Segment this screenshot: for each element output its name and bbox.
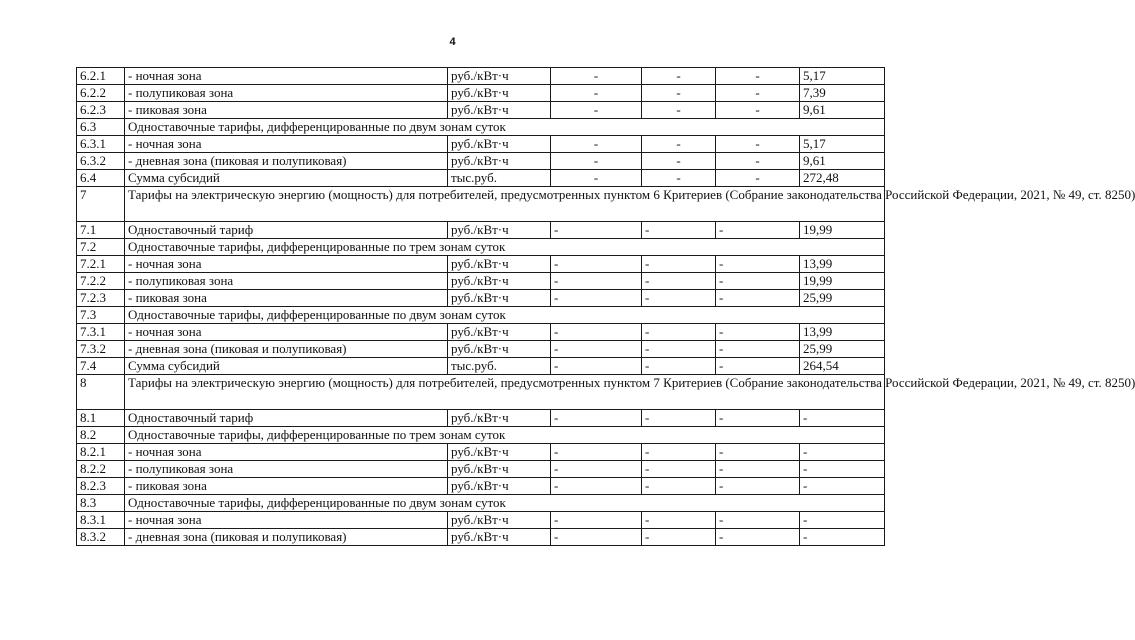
table-row [77, 478, 885, 495]
row-name: - полупиковая зона [125, 85, 448, 102]
row-value-2: - [642, 222, 716, 239]
row-value-1: - [551, 529, 642, 546]
row-value-3: - [716, 341, 800, 358]
row-name: - пиковая зона [125, 102, 448, 119]
row-value-4: - [800, 512, 885, 529]
heading-number: 7 [77, 187, 125, 222]
row-value-3: - [716, 461, 800, 478]
row-value-3: - [716, 324, 800, 341]
row-value-4: 9,61 [800, 153, 885, 170]
section-number: 7.3 [77, 307, 125, 324]
row-name: - пиковая зона [125, 478, 448, 495]
row-unit: руб./кВт·ч [448, 478, 551, 495]
row-value-2: - [642, 102, 716, 119]
row-value-2: - [642, 324, 716, 341]
row-value-4: 25,99 [800, 341, 885, 358]
row-name: - дневная зона (пиковая и полупиковая) [125, 341, 448, 358]
table-row [77, 170, 885, 187]
table-row [77, 222, 885, 239]
row-value-1: - [551, 85, 642, 102]
row-value-1: - [551, 153, 642, 170]
row-unit: руб./кВт·ч [448, 529, 551, 546]
row-value-3: - [716, 410, 800, 427]
row-value-2: - [642, 153, 716, 170]
row-number: 6.3.2 [77, 153, 125, 170]
row-unit: руб./кВт·ч [448, 273, 551, 290]
row-value-3: - [716, 529, 800, 546]
row-unit: руб./кВт·ч [448, 324, 551, 341]
section-row [77, 119, 885, 136]
row-value-3: - [716, 512, 800, 529]
table-row [77, 444, 885, 461]
row-value-3: - [716, 85, 800, 102]
row-number: 7.3.1 [77, 324, 125, 341]
row-value-2: - [642, 136, 716, 153]
row-value-4: 25,99 [800, 290, 885, 307]
table-row [77, 85, 885, 102]
row-value-3: - [716, 68, 800, 85]
table-row [77, 290, 885, 307]
table-row [77, 341, 885, 358]
table-row [77, 256, 885, 273]
heading-text: Тарифы на электрическую энергию (мощность) для потребителей, предусмотренных пунктом 7 Критериев (Собрание законодательства Российской Федерации, 2021, № 49, ст. 8250) [125, 375, 885, 410]
row-name: - полупиковая зона [125, 273, 448, 290]
row-unit: руб./кВт·ч [448, 410, 551, 427]
section-title: Одноставочные тарифы, дифференцированные по трем зонам суток [125, 239, 885, 256]
row-name: - дневная зона (пиковая и полупиковая) [125, 529, 448, 546]
table-row [77, 461, 885, 478]
row-unit: руб./кВт·ч [448, 461, 551, 478]
row-value-2: - [642, 290, 716, 307]
row-unit: руб./кВт·ч [448, 256, 551, 273]
row-value-4: - [800, 529, 885, 546]
table-row [77, 358, 885, 375]
row-number: 8.2.3 [77, 478, 125, 495]
row-value-2: - [642, 461, 716, 478]
row-value-4: 19,99 [800, 222, 885, 239]
section-number: 6.3 [77, 119, 125, 136]
row-value-4: - [800, 410, 885, 427]
row-number: 8.2.1 [77, 444, 125, 461]
row-value-4: 5,17 [800, 136, 885, 153]
row-value-3: - [716, 136, 800, 153]
row-name: - ночная зона [125, 256, 448, 273]
row-value-3: - [716, 358, 800, 375]
table-row [77, 136, 885, 153]
row-number: 7.4 [77, 358, 125, 375]
row-value-4: 5,17 [800, 68, 885, 85]
row-number: 8.3.1 [77, 512, 125, 529]
row-value-2: - [642, 410, 716, 427]
row-number: 6.2.3 [77, 102, 125, 119]
section-number: 8.3 [77, 495, 125, 512]
row-value-4: 272,48 [800, 170, 885, 187]
section-row [77, 307, 885, 324]
row-number: 7.3.2 [77, 341, 125, 358]
row-number: 6.4 [77, 170, 125, 187]
row-name: - ночная зона [125, 68, 448, 85]
row-value-1: - [551, 290, 642, 307]
row-value-3: - [716, 273, 800, 290]
row-value-2: - [642, 444, 716, 461]
heading-number: 8 [77, 375, 125, 410]
row-name: - ночная зона [125, 444, 448, 461]
row-number: 8.2.2 [77, 461, 125, 478]
row-value-4: 13,99 [800, 256, 885, 273]
row-number: 8.3.2 [77, 529, 125, 546]
row-value-1: - [551, 512, 642, 529]
row-value-1: - [551, 136, 642, 153]
row-value-3: - [716, 478, 800, 495]
row-unit: руб./кВт·ч [448, 153, 551, 170]
row-value-1: - [551, 68, 642, 85]
row-number: 8.1 [77, 410, 125, 427]
section-row [77, 495, 885, 512]
section-row [77, 427, 885, 444]
row-value-3: - [716, 170, 800, 187]
section-number: 7.2 [77, 239, 125, 256]
row-value-3: - [716, 102, 800, 119]
row-number: 7.1 [77, 222, 125, 239]
row-value-1: - [551, 358, 642, 375]
row-name: - полупиковая зона [125, 461, 448, 478]
heading-text: Тарифы на электрическую энергию (мощность) для потребителей, предусмотренных пунктом 6 Критериев (Собрание законодательства Российской Федерации, 2021, № 49, ст. 8250) [125, 187, 885, 222]
row-value-1: - [551, 170, 642, 187]
row-name: Одноставочный тариф [125, 222, 448, 239]
row-value-4: 7,39 [800, 85, 885, 102]
table-row [77, 324, 885, 341]
row-value-1: - [551, 410, 642, 427]
row-unit: руб./кВт·ч [448, 85, 551, 102]
table-row [77, 153, 885, 170]
row-unit: руб./кВт·ч [448, 341, 551, 358]
row-number: 7.2.3 [77, 290, 125, 307]
section-title: Одноставочные тарифы, дифференцированные по двум зонам суток [125, 119, 885, 136]
row-value-4: 13,99 [800, 324, 885, 341]
row-value-3: - [716, 290, 800, 307]
row-value-3: - [716, 222, 800, 239]
heading-row [77, 187, 885, 222]
tariff-table-body [77, 68, 1135, 546]
row-name: - ночная зона [125, 136, 448, 153]
row-value-4: - [800, 478, 885, 495]
row-value-1: - [551, 461, 642, 478]
row-value-2: - [642, 256, 716, 273]
row-value-2: - [642, 358, 716, 375]
row-value-4: 19,99 [800, 273, 885, 290]
row-number: 6.3.1 [77, 136, 125, 153]
row-name: - пиковая зона [125, 290, 448, 307]
row-value-2: - [642, 273, 716, 290]
row-value-2: - [642, 478, 716, 495]
row-number: 7.2.2 [77, 273, 125, 290]
table-row [77, 410, 885, 427]
row-unit: руб./кВт·ч [448, 136, 551, 153]
heading-row [77, 375, 885, 410]
row-value-2: - [642, 341, 716, 358]
table-row [77, 512, 885, 529]
row-value-1: - [551, 222, 642, 239]
row-number: 7.2.1 [77, 256, 125, 273]
row-value-1: - [551, 324, 642, 341]
row-unit: руб./кВт·ч [448, 102, 551, 119]
row-name: - ночная зона [125, 512, 448, 529]
row-unit: тыс.руб. [448, 358, 551, 375]
row-name: - ночная зона [125, 324, 448, 341]
row-value-4: 9,61 [800, 102, 885, 119]
section-title: Одноставочные тарифы, дифференцированные по двум зонам суток [125, 307, 885, 324]
row-value-1: - [551, 444, 642, 461]
row-value-1: - [551, 273, 642, 290]
table-row [77, 102, 885, 119]
row-value-3: - [716, 256, 800, 273]
row-unit: руб./кВт·ч [448, 68, 551, 85]
row-name: - дневная зона (пиковая и полупиковая) [125, 153, 448, 170]
section-row [77, 239, 885, 256]
row-value-4: - [800, 444, 885, 461]
section-title: Одноставочные тарифы, дифференцированные по двум зонам суток [125, 495, 885, 512]
table-row [77, 529, 885, 546]
row-value-1: - [551, 102, 642, 119]
row-unit: руб./кВт·ч [448, 444, 551, 461]
row-value-2: - [642, 85, 716, 102]
row-value-2: - [642, 68, 716, 85]
row-number: 6.2.1 [77, 68, 125, 85]
section-number: 8.2 [77, 427, 125, 444]
row-name: Сумма субсидий [125, 358, 448, 375]
row-value-4: - [800, 461, 885, 478]
row-name: Одноставочный тариф [125, 410, 448, 427]
row-value-1: - [551, 256, 642, 273]
row-value-1: - [551, 478, 642, 495]
row-value-3: - [716, 153, 800, 170]
row-value-2: - [642, 170, 716, 187]
row-value-1: - [551, 341, 642, 358]
row-unit: руб./кВт·ч [448, 222, 551, 239]
row-unit: руб./кВт·ч [448, 512, 551, 529]
row-value-2: - [642, 512, 716, 529]
table-row [77, 273, 885, 290]
row-value-2: - [642, 529, 716, 546]
tariff-table [76, 67, 1135, 546]
row-value-4: 264,54 [800, 358, 885, 375]
page-number: 4 [449, 36, 456, 48]
row-name: Сумма субсидий [125, 170, 448, 187]
table-row [77, 68, 885, 85]
row-unit: тыс.руб. [448, 170, 551, 187]
row-unit: руб./кВт·ч [448, 290, 551, 307]
section-title: Одноставочные тарифы, дифференцированные по трем зонам суток [125, 427, 885, 444]
row-number: 6.2.2 [77, 85, 125, 102]
row-value-3: - [716, 444, 800, 461]
